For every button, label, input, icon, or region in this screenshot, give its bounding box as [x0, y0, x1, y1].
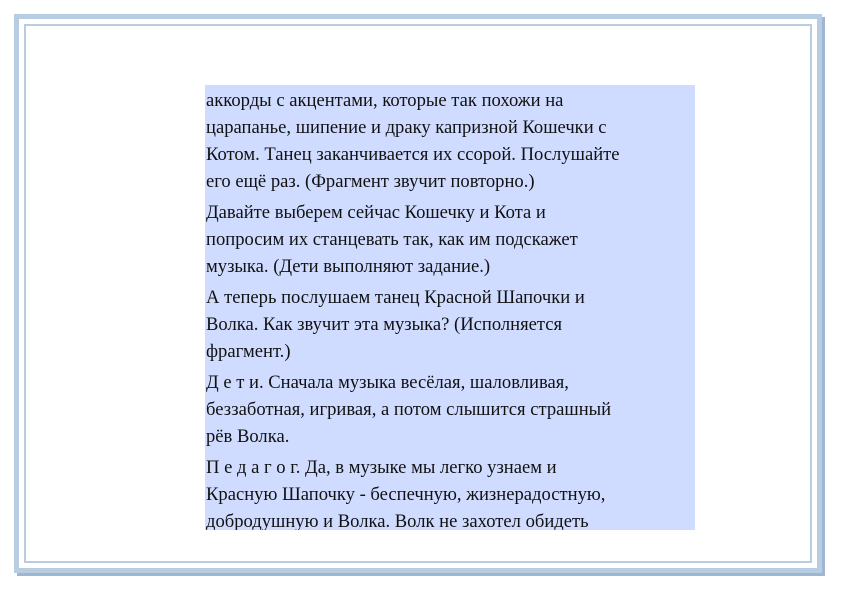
text-block — [205, 85, 695, 530]
paragraph-1: аккорды с акцентами, которые так похожи на царапанье, шипение и драку капризной Кошечки с Котом. Танец заканчивается их ссорой. Послушайте его ещё раз. (Фрагмент звучит повторно.) — [206, 90, 620, 192]
paragraph-5: П е д а г о г. Да, в музыке мы легко узнаем и Красную Шапочку - беспечную, жизнерадостную, добродушную и Волка. Волк не захотел обидеть — [206, 457, 606, 530]
paragraph-2: Давайте выберем сейчас Кошечку и Кота и попросим их станцевать так, как им подскажет музыка. (Дети выполняют задание.) — [206, 202, 578, 277]
paragraph-3: А теперь послушаем танец Красной Шапочки и Волка. Как звучит эта музыка? (Исполняется фрагмент.) — [206, 287, 585, 362]
paragraph-4: Д е т и. Сначала музыка весёлая, шаловливая, беззаботная, игривая, а потом слышится страшный рёв Волка. — [206, 372, 612, 447]
